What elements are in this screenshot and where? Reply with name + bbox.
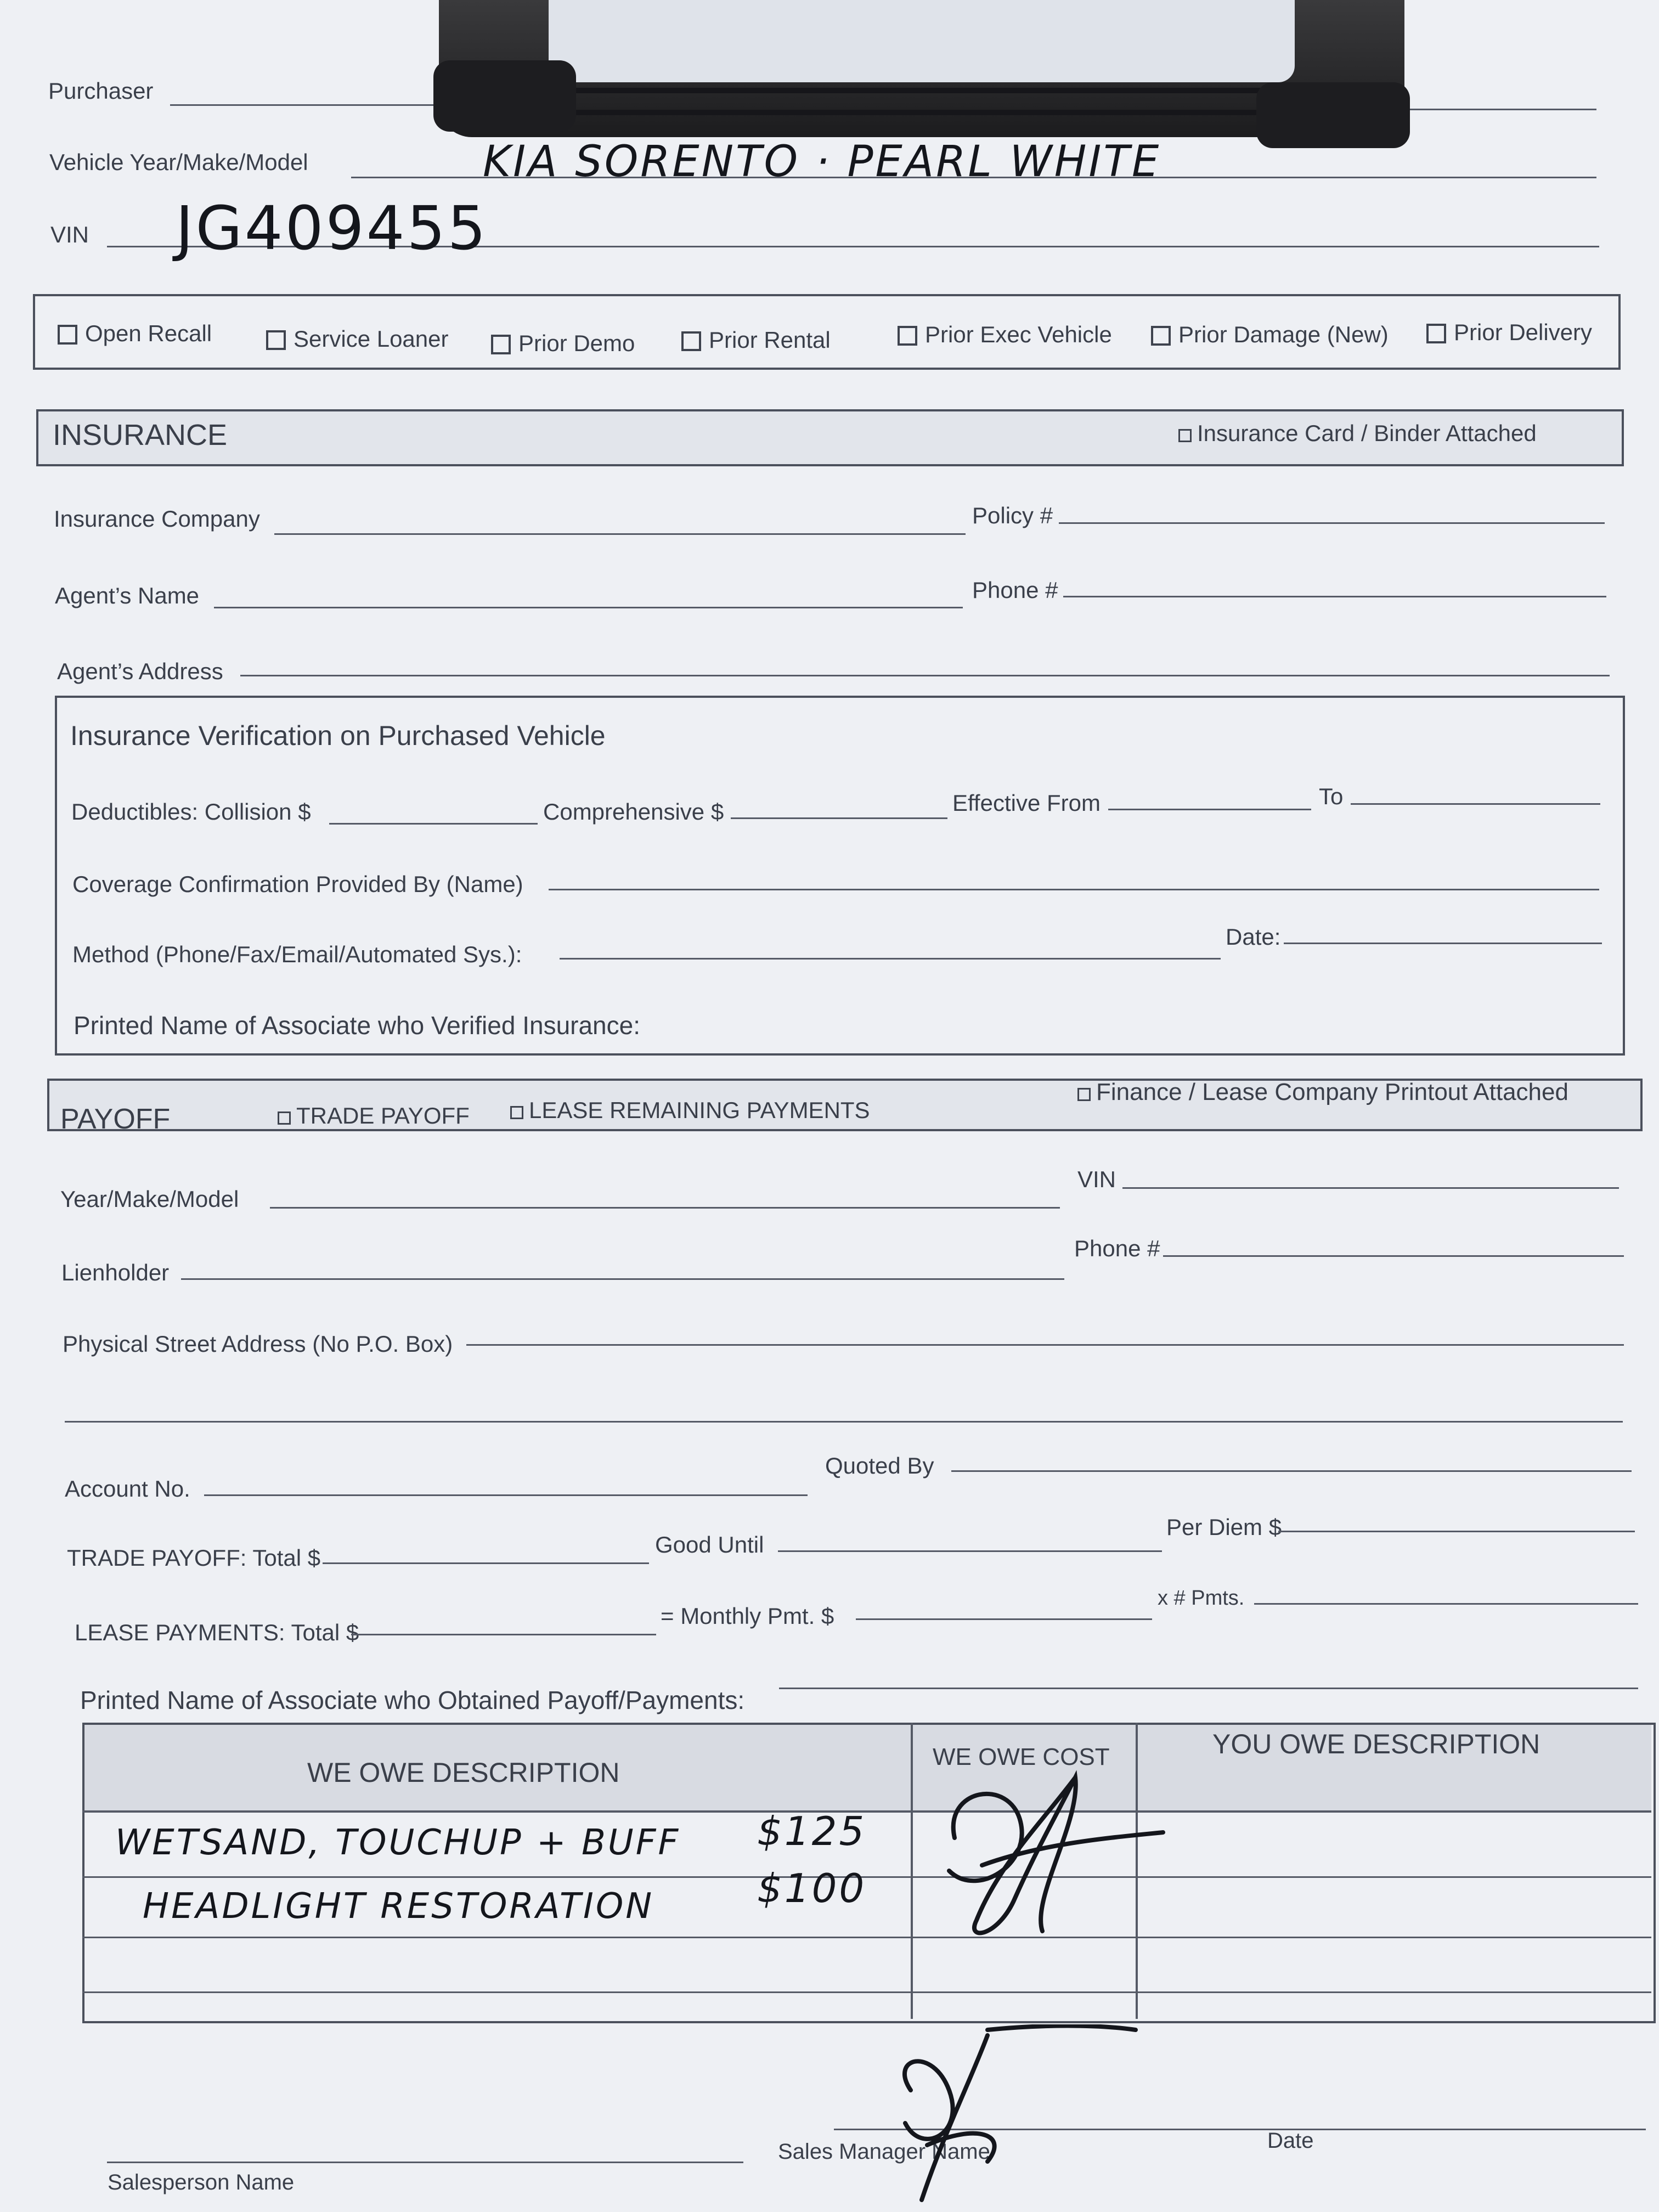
clipboard-clip-left-pad [433,60,576,132]
we-owe-item-1-cost: $125 [757,1808,867,1854]
number-of-payments-label: x # Pmts. [1158,1587,1245,1610]
per-diem-label: Per Diem $ [1166,1514,1282,1540]
checkbox-icon[interactable] [278,1111,291,1125]
verification-date-line[interactable] [1284,943,1602,944]
lease-remaining-option[interactable]: LEASE REMAINING PAYMENTS [510,1097,870,1124]
checkbox-icon[interactable] [510,1106,523,1119]
insurance-company-line[interactable] [274,533,966,535]
account-no-line[interactable] [204,1494,808,1496]
checkbox-icon[interactable] [1178,429,1192,442]
checkbox-icon[interactable] [491,335,511,354]
coverage-confirmation-label: Coverage Confirmation Provided By (Name) [72,871,523,897]
we-owe-item-2-description: HEADLIGHT RESTORATION [143,1886,654,1927]
we-owe-cost-header: WE OWE COST [933,1743,1110,1770]
agent-phone-label: Phone # [972,577,1058,603]
agent-phone-line[interactable] [1063,596,1606,597]
finance-printout-option[interactable]: Finance / Lease Company Printout Attached [1077,1079,1568,1106]
signature-date-label: Date [1267,2129,1314,2153]
agent-address-label: Agent’s Address [57,658,223,684]
checkbox-icon[interactable] [266,330,286,350]
we-owe-item-2-cost: $100 [757,1865,867,1911]
verification-title: Insurance Verification on Purchased Vehicle [70,720,606,751]
vehicle-label: Vehicle Year/Make/Model [49,149,308,175]
method-line[interactable] [560,958,1221,960]
checkbox-icon[interactable] [1151,326,1171,346]
checkbox-icon[interactable] [898,326,917,346]
number-of-payments-line[interactable] [1254,1603,1638,1605]
insurance-company-label: Insurance Company [54,506,260,532]
payoff-title: PAYOFF [60,1103,171,1135]
insurance-card-attached[interactable]: Insurance Card / Binder Attached [1178,420,1537,447]
trade-payoff-option[interactable]: TRADE PAYOFF [278,1103,470,1129]
flag-prior-damage[interactable]: Prior Damage (New) [1151,321,1389,348]
lease-payments-total-label: LEASE PAYMENTS: Total $ [75,1620,359,1645]
street-address-line[interactable] [466,1344,1624,1346]
verified-by-label: Printed Name of Associate who Verified Insurance: [74,1011,641,1040]
quoted-by-line[interactable] [951,1470,1632,1472]
owe-table-row-line-2 [82,1937,1651,1938]
flag-service-loaner[interactable]: Service Loaner [266,326,449,352]
lienholder-phone-line[interactable] [1163,1255,1624,1257]
purchaser-label: Purchaser [48,78,154,104]
street-address-line-2[interactable] [65,1421,1623,1423]
we-owe-description-header: WE OWE DESCRIPTION [307,1757,620,1788]
salesperson-label: Salesperson Name [108,2170,295,2194]
insurance-title: INSURANCE [53,419,228,452]
owe-table-row-line-1 [82,1876,1651,1878]
coverage-confirmation-line[interactable] [549,889,1599,890]
payoff-vin-line[interactable] [1122,1187,1619,1189]
payoff-vin-label: VIN [1077,1166,1116,1192]
lienholder-phone-label: Phone # [1074,1235,1160,1261]
flag-open-recall[interactable]: Open Recall [58,320,212,347]
payoff-obtained-by-label: Printed Name of Associate who Obtained Payoff/Payments: [80,1686,745,1714]
clipboard-clip-opening [549,0,1295,82]
vin-label: VIN [50,222,89,247]
flag-prior-delivery[interactable]: Prior Delivery [1426,319,1592,346]
method-label: Method (Phone/Fax/Email/Automated Sys.): [72,941,522,967]
policy-label: Policy # [972,503,1053,528]
we-owe-item-1-description: WETSAND, TOUCHUP + BUFF [115,1822,681,1863]
verification-date-label: Date: [1226,924,1281,950]
good-until-label: Good Until [655,1532,764,1558]
lease-payments-total-line[interactable] [351,1634,656,1635]
checkbox-icon[interactable] [58,325,77,345]
monthly-payment-line[interactable] [856,1618,1152,1620]
account-no-label: Account No. [65,1476,190,1502]
good-until-line[interactable] [778,1550,1162,1552]
flag-prior-demo[interactable]: Prior Demo [491,330,635,357]
monthly-payment-label: = Monthly Pmt. $ [661,1603,834,1629]
salesperson-signature-line[interactable] [107,2162,743,2163]
per-diem-line[interactable] [1278,1531,1635,1532]
effective-to-label: To [1319,783,1344,809]
sales-manager-label: Sales Manager Name [778,2140,990,2164]
payoff-obtained-by-line[interactable] [779,1688,1638,1689]
owe-table-header-line [82,1810,1651,1813]
lienholder-line[interactable] [181,1278,1064,1280]
payoff-ymm-line[interactable] [270,1207,1060,1209]
effective-to-line[interactable] [1351,803,1600,805]
lienholder-label: Lienholder [61,1260,170,1285]
deductibles-label: Deductibles: Collision $ [71,799,311,825]
vehicle-handwritten-value: KIA SORENTO · PEARL WHITE [483,137,1161,187]
agent-name-label: Agent’s Name [55,583,200,608]
collision-line[interactable] [329,823,538,825]
comprehensive-label: Comprehensive $ [543,799,724,825]
flag-prior-exec-vehicle[interactable]: Prior Exec Vehicle [898,321,1112,348]
checkbox-icon[interactable] [1077,1088,1091,1101]
checkbox-icon[interactable] [681,331,701,351]
agent-name-line[interactable] [214,607,963,608]
comprehensive-line[interactable] [731,817,947,819]
effective-from-label: Effective From [952,790,1101,816]
payoff-ymm-label: Year/Make/Model [60,1186,239,1212]
clipboard-clip-right-pad [1256,82,1410,148]
you-owe-description-header: YOU OWE DESCRIPTION [1212,1729,1541,1759]
trade-payoff-total-label: TRADE PAYOFF: Total $ [67,1545,321,1571]
vin-handwritten-value: JG409455 [176,193,488,263]
sales-manager-signature [889,2024,1141,2205]
flag-prior-rental[interactable]: Prior Rental [681,327,831,353]
street-address-label: Physical Street Address (No P.O. Box) [63,1331,453,1357]
owe-table-divider-1 [911,1723,913,2019]
effective-from-line[interactable] [1108,809,1311,810]
agent-address-line[interactable] [240,675,1610,676]
we-owe-signature-scribble [933,1756,1185,1953]
policy-line[interactable] [1059,522,1605,524]
trade-payoff-total-line[interactable] [323,1562,649,1564]
clipboard-clip-wire [560,88,1284,115]
quoted-by-label: Quoted By [825,1453,934,1479]
owe-table-row-line-3 [82,1991,1651,1993]
checkbox-icon[interactable] [1426,324,1446,343]
